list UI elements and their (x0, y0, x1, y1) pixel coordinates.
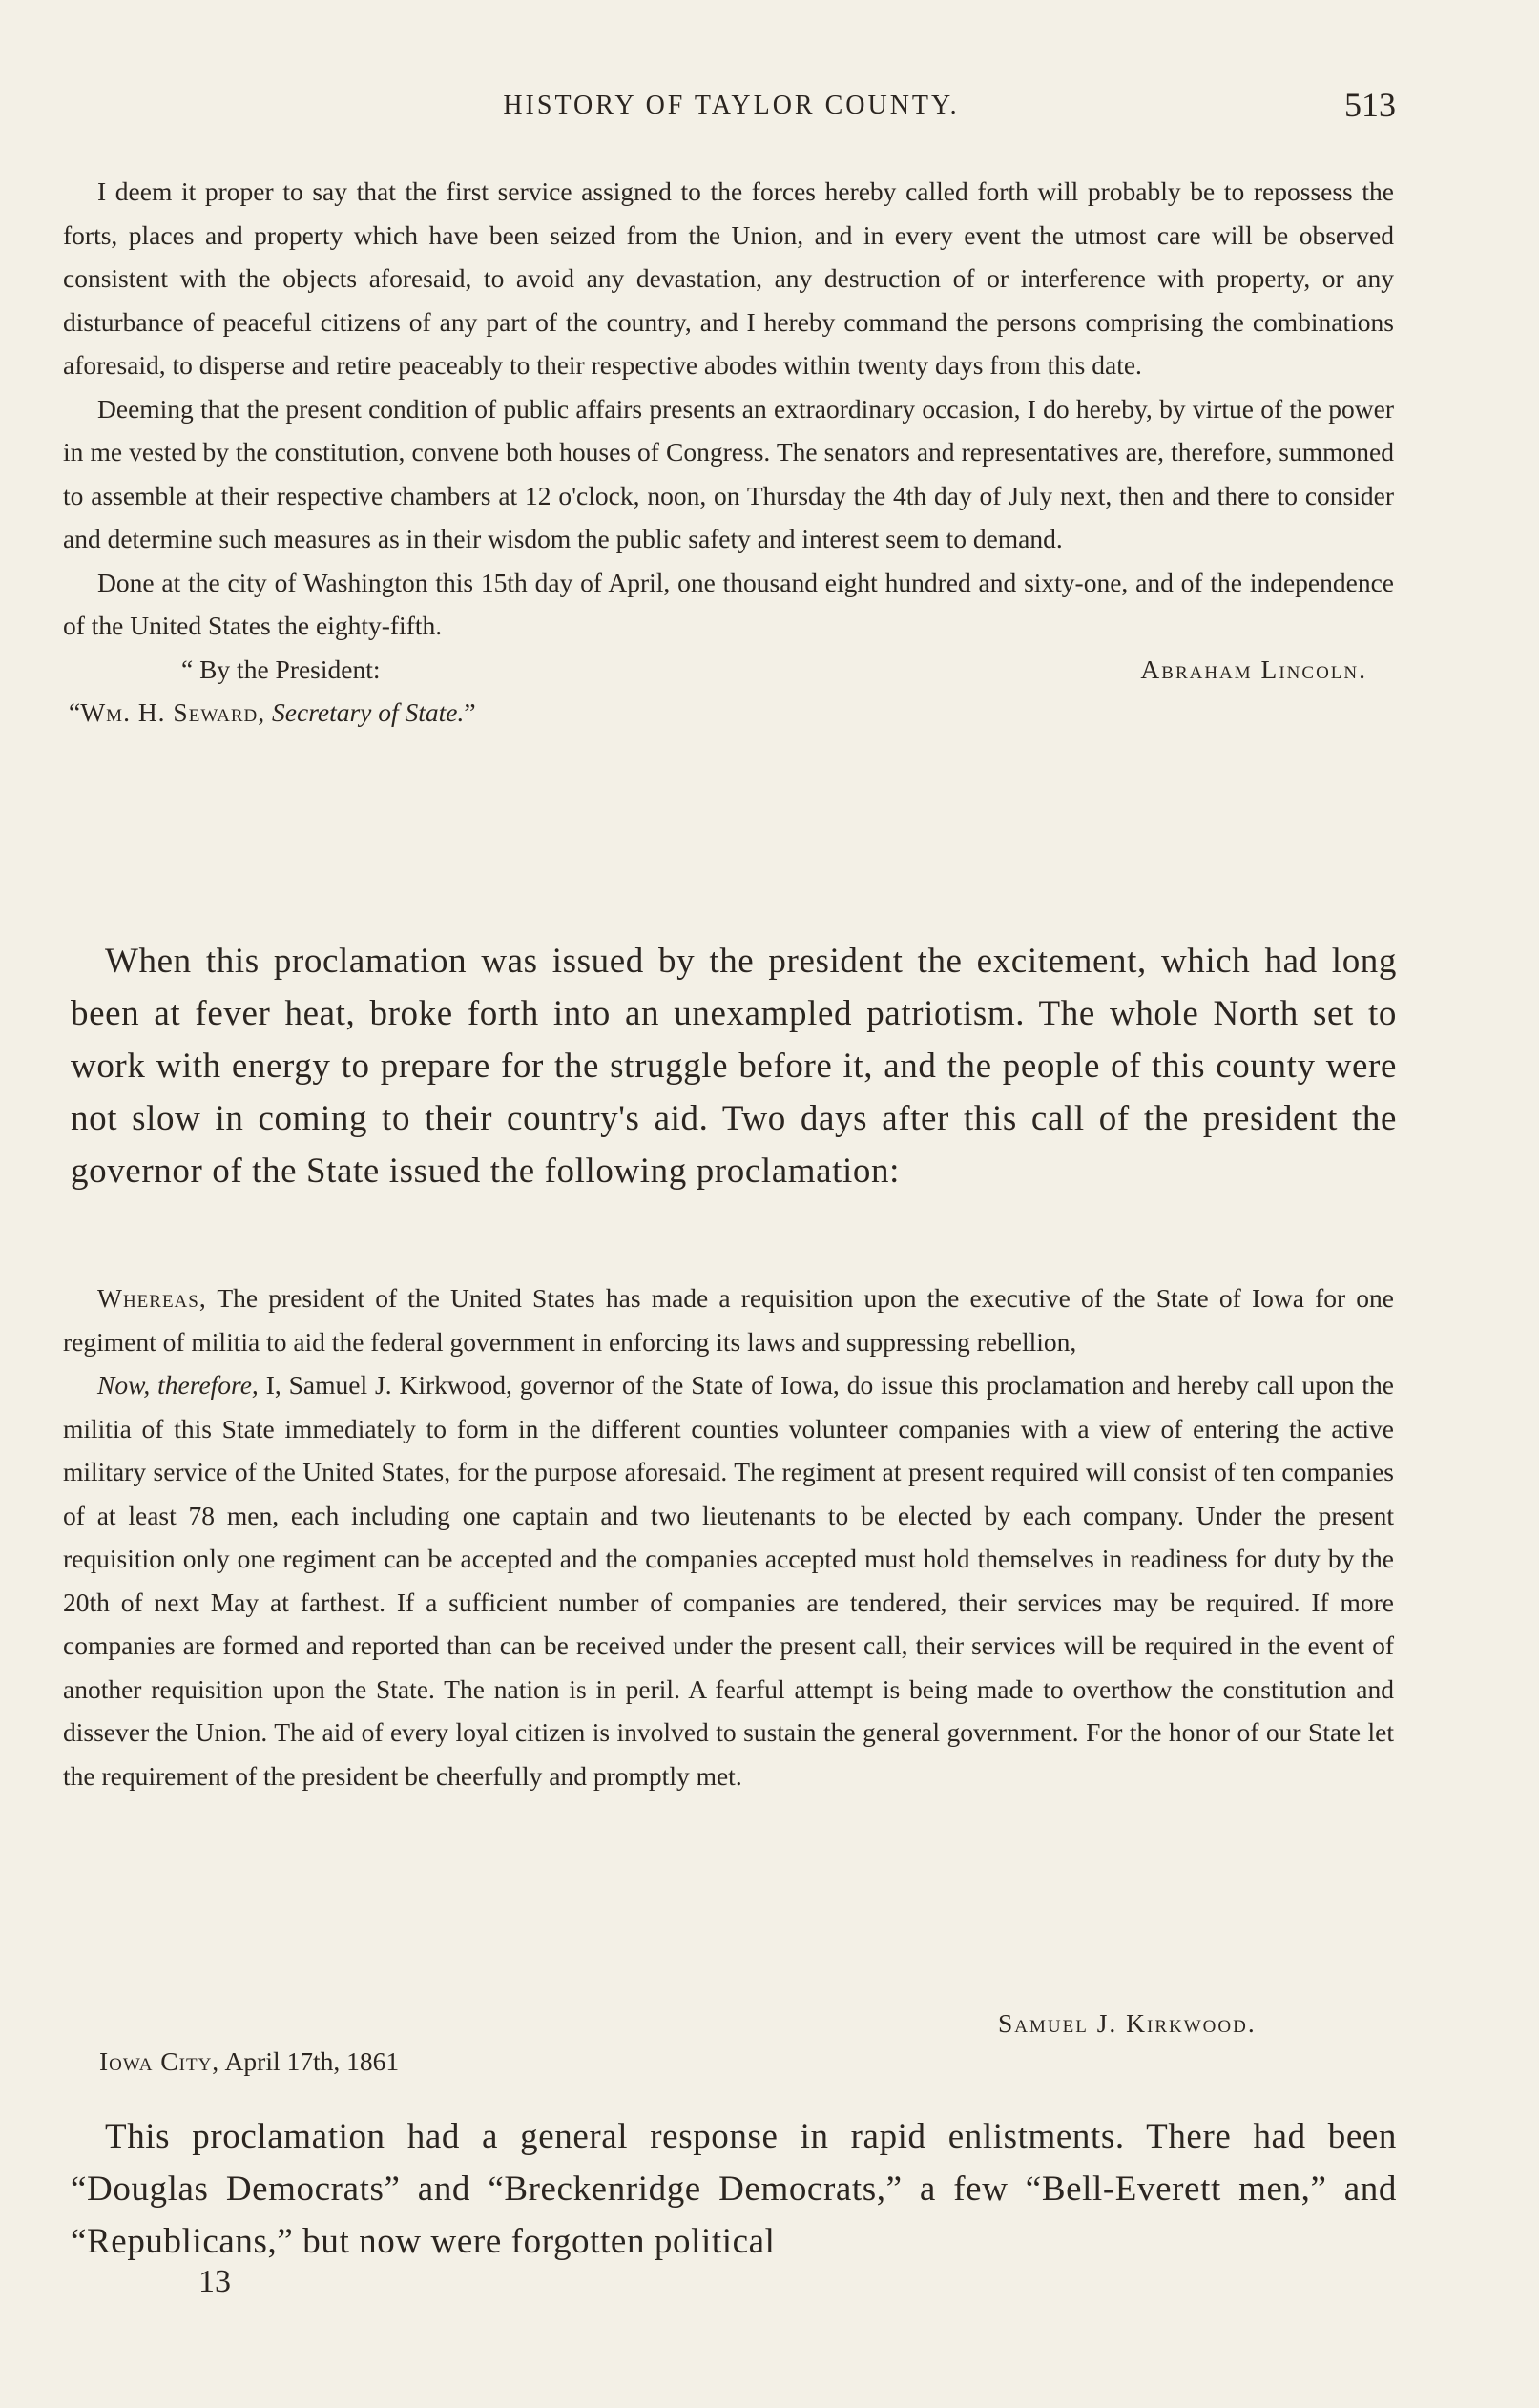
seward-attestation (69, 691, 1394, 735)
lincoln-paragraph-1: I deem it proper to say that the first service assigned to the forces hereby called forth will probably be to repossess the forts, places and property which have been seized from the Union, and in every event the utmost care will be observed consistent with the objects aforesaid, to avoid any devastation, any destruction of or interference with property, or any disturbance of peaceful citizens of any part of the country, and I hereby command the persons comprising the combinations aforesaid, to disperse and retire peaceably to their respective abodes within twenty days from this date. (63, 176, 1394, 380)
lincoln-signature: Abraham Lincoln. (1140, 654, 1367, 684)
kirkwood-p2-text: I, Samuel J. Kirkwood, governor of the State of Iowa, do issue this proclamation and hereby call upon the militia of this State immediately to form in the different counties volunteer companies with a view of entering the active military service of the United States, for the purpose aforesaid. The regiment at present required will consist of ten companies of at least 78 men, each including one captain and two lieutenants to be elected by each company. Under the present requisition only one regiment can be accepted and the companies accepted must hold themselves in readiness for duty by the 20th of next May at farthest. If a sufficient number of companies are tendered, their services may be required. If more companies are formed and reported than can be received under the present call, their services will be required in the event of another requisition upon the State. The nation is in peril. A fearful attempt is being made to overthow the constitution and dissever the Union. The aid of every loyal citizen is involved to sustain the general government. For the honor of our State let the requirement of the president be cheerfully and promptly met. (63, 1370, 1395, 1791)
now-therefore: Now, therefore, (97, 1370, 259, 1400)
dateline-date: April 17th, 1861 (219, 2046, 400, 2076)
lincoln-proclamation (63, 170, 1394, 734)
signature-mark: 13 (198, 2264, 231, 2299)
lincoln-paragraph-2: Deeming that the present condition of public affairs presents an extraordinary occasion, I do hereby, by virtue of the power in me vested by the constitution, convene both houses of Congress. The senators and representatives are, therefore, summoned to assemble at their respective chambers at 12 o'clock, noon, on Thursday the 4th day of July next, then and there to consider and determine such measures as in their wisdom the public safety and interest seem to demand. (63, 393, 1394, 553)
lincoln-signature-row (63, 648, 1394, 691)
kirkwood-signature: Samuel J. Kirkwood. (998, 2008, 1257, 2038)
whereas-word: Whereas, (97, 1283, 207, 1313)
kirkwood-paragraph-1 (63, 1277, 1394, 1363)
page-number: 513 (1344, 86, 1396, 124)
narrative-section-2 (71, 2110, 1397, 2268)
kirkwood-dateline (99, 2046, 399, 2077)
seward-close-quote: ” (464, 696, 476, 727)
seward-name: Wm. H. Seward, (80, 696, 266, 727)
running-head: HISTORY OF TAYLOR COUNTY. (503, 91, 960, 120)
seward-open-quote: “ (69, 696, 81, 727)
lincoln-paragraph-3: Done at the city of Washington this 15th day of April, one thousand eight hundred and sixty-one, and of the independence of the United States the eighty-fifth. (63, 567, 1394, 640)
dateline-place: Iowa City, (99, 2046, 220, 2076)
narrative-paragraph-2: This proclamation had a general response in rapid enlistments. There had been “Douglas Democrats” and “Breckenridge Democrats,” a few “Bell-Everett men,” and “Republicans,” but now were forgotten political (71, 2117, 1397, 2261)
kirkwood-proclamation (63, 1277, 1394, 1797)
by-the-president: “ By the President: (181, 654, 381, 684)
narrative-paragraph-1: When this proclamation was issued by the president the excitement, which had long been at fever heat, broke forth into an unexampled patriotism. The whole North set to work with energy to prepare for the struggle before it, and the people of this county were not slow in coming to their country's aid. Two days after this call of the president the governor of the State issued the following proclamation: (71, 942, 1397, 1191)
kirkwood-paragraph-2 (63, 1363, 1394, 1797)
seward-title: Secretary of State. (272, 696, 465, 727)
narrative-section-1 (71, 935, 1397, 1197)
page-header (67, 86, 1396, 129)
kirkwood-p1-text: The president of the United States has made a requisition upon the executive of the State of Iowa for one regiment of militia to aid the federal government in enforcing its laws and suppressing rebellion, (63, 1283, 1394, 1357)
